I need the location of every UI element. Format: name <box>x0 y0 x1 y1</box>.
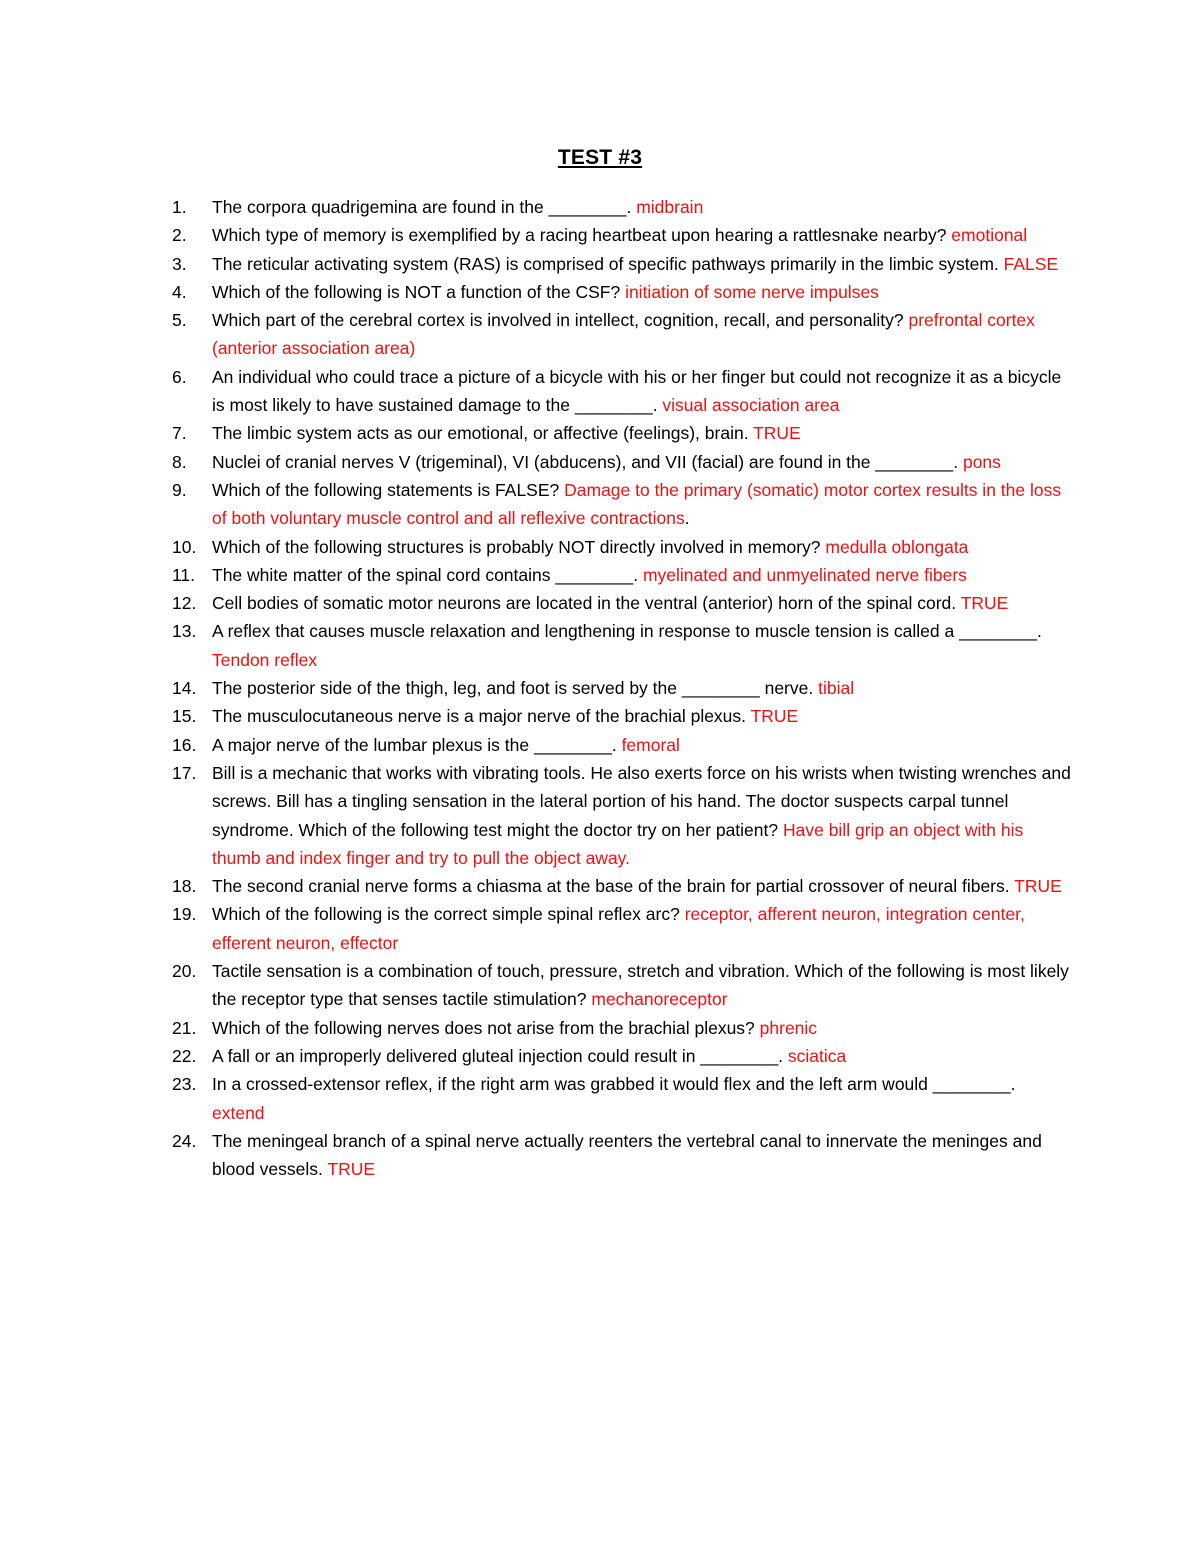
question-item <box>172 419 1072 447</box>
question-text: The white matter of the spinal cord contains ________. <box>212 564 643 585</box>
answer-text: initiation of some nerve impulses <box>625 281 879 302</box>
answer-text: TRUE <box>1014 876 1062 897</box>
question-text: In a crossed-extensor reflex, if the right arm was grabbed it would flex and the left arm would ________. <box>212 1074 1016 1095</box>
question-text: The reticular activating system (RAS) is comprised of specific pathways primarily in the limbic system. <box>212 253 1004 274</box>
question-item <box>172 278 1072 306</box>
question-item <box>172 589 1072 617</box>
answer-text: extend <box>212 1102 265 1123</box>
question-number: 10. <box>172 536 197 557</box>
answer-text: myelinated and unmyelinated nerve fibers <box>642 564 967 585</box>
answer-text: mechanoreceptor <box>591 989 728 1010</box>
question-number: 18. <box>172 876 197 897</box>
answer-text: prefrontal cortex (anterior association area) <box>212 310 1035 359</box>
question-item <box>172 702 1072 730</box>
question-text: Tactile sensation is a combination of touch, pressure, stretch and vibration. Which of the following is most likely the receptor type that senses tactile stimulation? <box>212 961 1069 1010</box>
answer-text: FALSE <box>1003 253 1059 274</box>
page-title: TEST #3 <box>557 146 643 169</box>
question-item <box>172 221 1072 249</box>
question-item <box>172 617 1072 674</box>
question-number: 22. <box>172 1045 197 1066</box>
question-number: 4. <box>172 281 187 302</box>
question-item <box>172 250 1072 278</box>
question-item <box>172 363 1072 420</box>
question-number: 23. <box>172 1074 197 1095</box>
question-item <box>172 1127 1072 1184</box>
answer-text: sciatica <box>787 1045 847 1066</box>
question-number: 14. <box>172 678 197 699</box>
question-item <box>172 1014 1072 1042</box>
question-text: Which of the following statements is FALSE? <box>212 479 565 500</box>
question-text: Which of the following is NOT a function of the CSF? <box>212 281 626 302</box>
question-text: An individual who could trace a picture of a bicycle with his or her finger but could not recognize it as a bicycle is most likely to have sustained damage to the ________. <box>212 366 1062 416</box>
question-number: 19. <box>172 904 197 925</box>
question-text: A fall or an improperly delivered gluteal injection could result in ________. <box>212 1045 788 1066</box>
question-text: Which type of memory is exemplified by a racing heartbeat upon hearing a rattlesnake nearby? <box>212 225 952 246</box>
question-text: Nuclei of cranial nerves V (trigeminal), VI (abducens), and VII (facial) are found in the ________. <box>212 451 963 472</box>
answer-text: receptor, afferent neuron, integration center, efferent neuron, effector <box>212 904 1025 953</box>
question-item <box>172 448 1072 476</box>
answer-text: TRUE <box>750 706 799 727</box>
answer-text: TRUE <box>960 593 1009 614</box>
answer-text: medulla oblongata <box>825 536 969 557</box>
question-suffix: . <box>684 508 690 529</box>
question-text: Cell bodies of somatic motor neurons are located in the ventral (anterior) horn of the spinal cord. <box>212 593 961 614</box>
question-text: The corpora quadrigemina are found in the ________. <box>212 197 637 217</box>
answer-text: tibial <box>818 678 855 699</box>
question-item <box>172 193 1072 221</box>
answer-text: TRUE <box>327 1159 376 1180</box>
question-number: 16. <box>172 734 197 755</box>
answer-text: Damage to the primary (somatic) motor cortex results in the loss of both voluntary muscle control and all reflexive contractions <box>212 479 1062 529</box>
answer-text: femoral <box>621 734 680 755</box>
answer-text: Have bill grip an object with his thumb and index finger and try to pull the object away. <box>212 819 1024 868</box>
answer-text: Tendon reflex <box>212 649 318 670</box>
question-number: 24. <box>172 1130 197 1151</box>
question-number: 3. <box>172 253 187 274</box>
question-item <box>172 476 1072 533</box>
answer-text: pons <box>962 451 1001 472</box>
question-item <box>172 900 1072 957</box>
question-text: Which of the following structures is probably NOT directly involved in memory? <box>212 536 826 557</box>
question-text: The limbic system acts as our emotional, or affective (feelings), brain. <box>212 423 754 444</box>
answer-text: visual association area <box>662 395 840 416</box>
question-item <box>172 872 1072 900</box>
question-text: A major nerve of the lumbar plexus is the ________. <box>212 734 622 755</box>
question-number: 21. <box>172 1017 197 1038</box>
question-text: Which of the following nerves does not arise from the brachial plexus? <box>212 1017 760 1038</box>
question-text: The meningeal branch of a spinal nerve actually reenters the vertebral canal to innervate the meninges and blood vessels. <box>212 1130 1042 1180</box>
question-item <box>172 674 1072 702</box>
question-item <box>172 957 1072 1014</box>
question-number: 11. <box>172 564 196 585</box>
question-text: Bill is a mechanic that works with vibrating tools. He also exerts force on his wrists when twisting wrenches and screws. Bill has a tingling sensation in the lateral portion of his hand. The doctor suspects carpal tunnel syndrome. Which of the following test might the doctor try on her patient? <box>212 762 1071 840</box>
question-number: 15. <box>172 706 197 727</box>
question-number: 9. <box>172 479 187 500</box>
answer-text: midbrain <box>636 197 704 217</box>
question-number: 17. <box>172 762 197 783</box>
question-text: The posterior side of the thigh, leg, and foot is served by the ________ nerve. <box>212 678 819 699</box>
question-item <box>172 1070 1072 1127</box>
question-item <box>172 731 1072 759</box>
question-number: 12. <box>172 593 197 614</box>
question-item <box>172 1042 1072 1070</box>
question-text: Which part of the cerebral cortex is involved in intellect, cognition, recall, and personality? <box>212 310 909 331</box>
question-number: 8. <box>172 451 187 472</box>
question-item <box>172 561 1072 589</box>
question-item <box>172 306 1072 363</box>
question-text: Which of the following is the correct simple spinal reflex arc? <box>212 904 685 925</box>
question-number: 7. <box>172 423 187 444</box>
question-number: 5. <box>172 310 187 331</box>
question-number: 13. <box>172 621 197 642</box>
question-number: 20. <box>172 961 197 982</box>
question-text: The musculocutaneous nerve is a major nerve of the brachial plexus. <box>212 706 751 727</box>
question-number: 6. <box>172 366 187 387</box>
question-item <box>172 533 1072 561</box>
question-text: The second cranial nerve forms a chiasma at the base of the brain for partial crossover of neural fibers. <box>212 876 1015 897</box>
answer-text: emotional <box>951 225 1028 246</box>
question-text: A reflex that causes muscle relaxation and lengthening in response to muscle tension is called a ________. <box>212 621 1042 642</box>
answer-text: phrenic <box>759 1017 818 1038</box>
question-number: 1. <box>172 197 187 217</box>
question-list <box>172 193 1072 1183</box>
question-item <box>172 759 1072 872</box>
answer-text: TRUE <box>753 423 801 444</box>
question-number: 2. <box>172 225 187 246</box>
